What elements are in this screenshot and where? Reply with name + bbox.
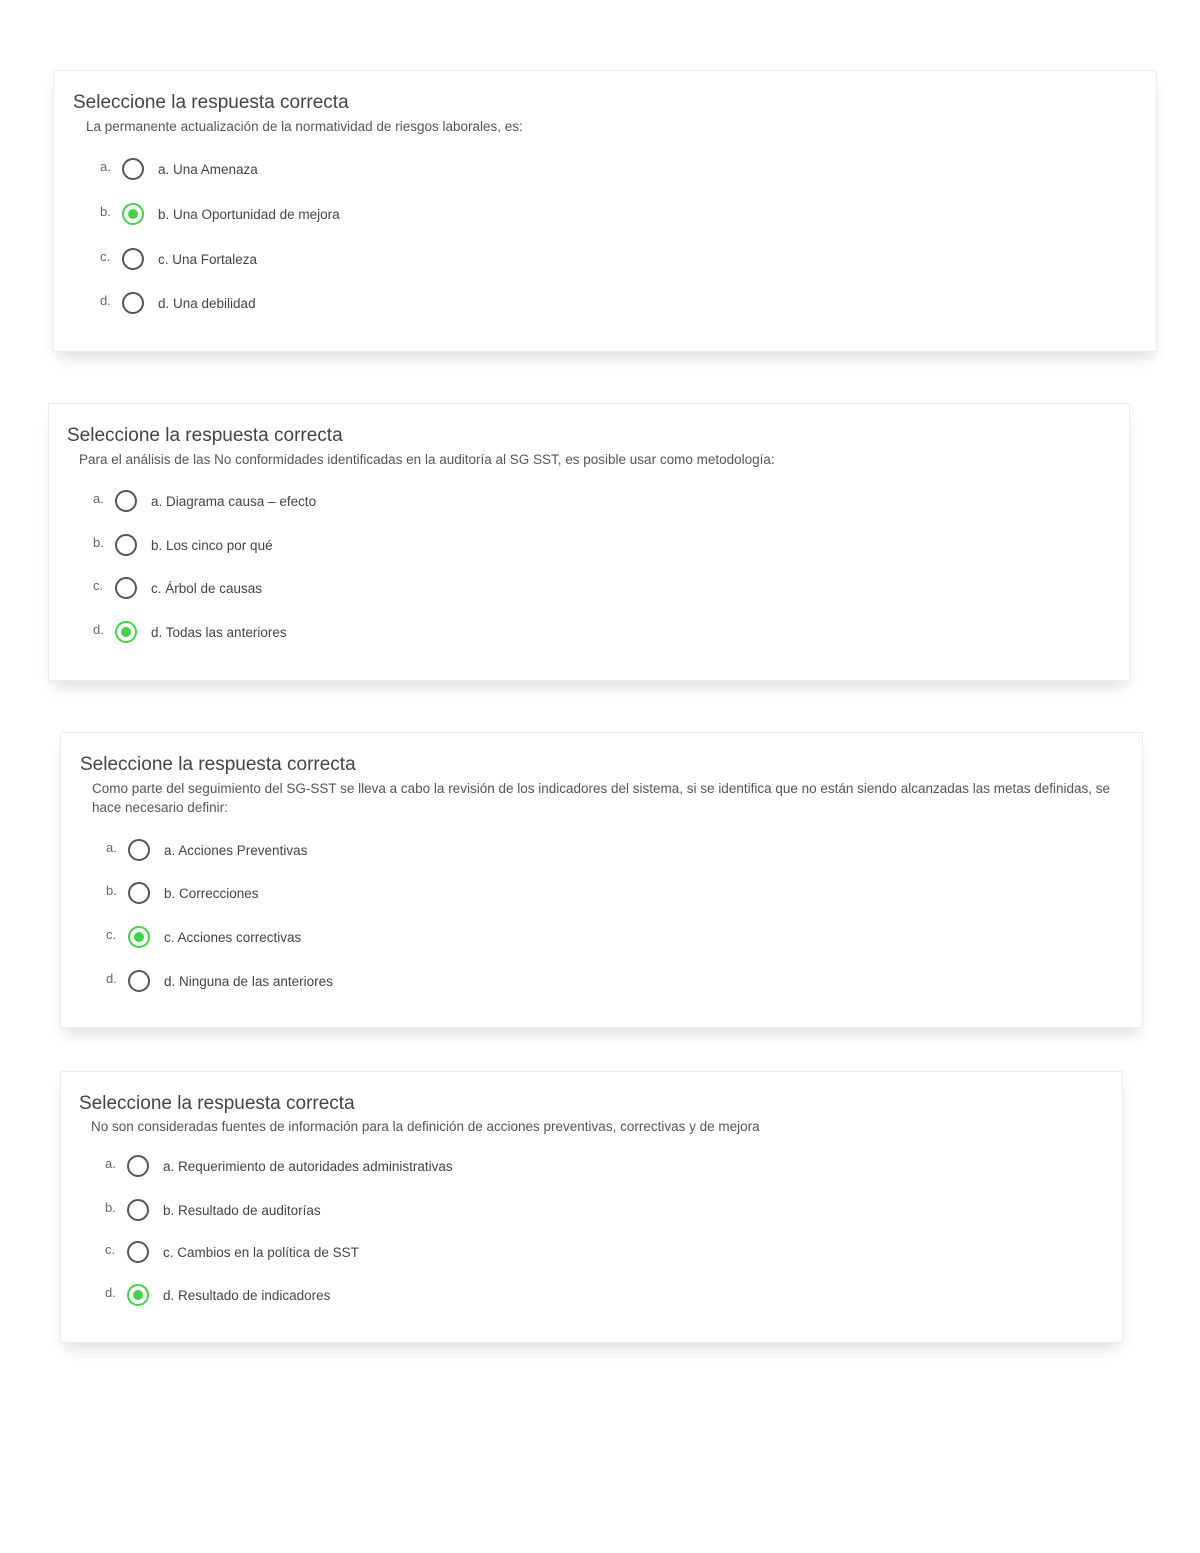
option-letter: b.	[100, 203, 111, 219]
radio-button[interactable]	[122, 158, 144, 180]
question-card-2	[48, 403, 1130, 681]
question-card-3	[60, 732, 1143, 1028]
option-letter: c.	[105, 1241, 116, 1257]
option-d[interactable]	[105, 1282, 330, 1308]
option-label: d. Todas las anteriores	[151, 624, 287, 640]
option-a[interactable]	[105, 1153, 453, 1179]
option-label: d. Ninguna de las anteriores	[164, 973, 333, 989]
radio-button[interactable]	[115, 621, 137, 643]
option-letter: a.	[105, 1155, 116, 1171]
question-title: Seleccione la respuesta correcta	[79, 1093, 355, 1114]
option-label: a. Acciones Preventivas	[164, 842, 308, 858]
radio-button[interactable]	[128, 970, 150, 992]
option-letter: c.	[106, 926, 117, 942]
option-label: c. Una Fortaleza	[158, 251, 258, 267]
option-letter: d.	[105, 1284, 116, 1300]
radio-button[interactable]	[115, 490, 137, 512]
option-c[interactable]	[100, 246, 257, 272]
option-b[interactable]	[106, 880, 259, 906]
option-letter: d.	[93, 621, 104, 637]
option-b[interactable]	[100, 201, 340, 227]
radio-button[interactable]	[115, 577, 137, 599]
option-letter: a.	[106, 839, 117, 855]
question-card-1	[53, 70, 1157, 352]
radio-button[interactable]	[122, 203, 144, 225]
option-label: b. Los cinco por qué	[151, 537, 273, 553]
radio-button[interactable]	[115, 534, 137, 556]
option-letter: b.	[93, 534, 104, 550]
radio-button[interactable]	[122, 248, 144, 270]
option-letter: b.	[106, 882, 117, 898]
option-a[interactable]	[93, 488, 316, 514]
option-b[interactable]	[105, 1197, 321, 1223]
radio-button[interactable]	[127, 1241, 149, 1263]
option-c[interactable]	[106, 924, 301, 950]
option-label: c. Acciones correctivas	[164, 929, 302, 945]
option-label: b. Correcciones	[164, 885, 259, 901]
question-card-4	[60, 1071, 1123, 1343]
option-letter: a.	[93, 490, 104, 506]
option-c[interactable]	[93, 575, 262, 601]
radio-button[interactable]	[127, 1199, 149, 1221]
option-a[interactable]	[100, 156, 258, 182]
question-text: La permanente actualización de la normatividad de riesgos laborales, es:	[86, 119, 523, 134]
option-d[interactable]	[93, 619, 287, 645]
option-letter: d.	[106, 970, 117, 986]
question-title: Seleccione la respuesta correcta	[73, 92, 349, 113]
option-label: c. Árbol de causas	[151, 580, 263, 596]
option-letter: c.	[100, 248, 111, 264]
radio-button[interactable]	[122, 292, 144, 314]
radio-dot-icon	[121, 627, 131, 637]
option-d[interactable]	[106, 968, 333, 994]
option-label: b. Resultado de auditorías	[163, 1202, 321, 1218]
option-b[interactable]	[93, 532, 273, 558]
option-label: d. Una debilidad	[158, 295, 256, 311]
question-text: Como parte del seguimiento del SG-SST se lleva a cabo la revisión de los indicadores del sistema, si se identifica que no están siendo alcanzadas las metas definidas, se hace necesario definir:	[92, 781, 1111, 815]
radio-button[interactable]	[127, 1155, 149, 1177]
option-label: d. Resultado de indicadores	[163, 1287, 331, 1303]
question-title: Seleccione la respuesta correcta	[80, 754, 356, 775]
radio-dot-icon	[128, 209, 138, 219]
option-label: c. Cambios en la política de SST	[163, 1244, 359, 1260]
option-label: a. Requerimiento de autoridades administrativas	[163, 1158, 453, 1174]
option-letter: b.	[105, 1199, 116, 1215]
question-text: Para el análisis de las No conformidades identificadas en la auditoría al SG SST, es posible usar como metodología:	[79, 452, 775, 467]
option-letter: d.	[100, 292, 111, 308]
option-label: a. Diagrama causa – efecto	[151, 493, 317, 509]
question-text: No son consideradas fuentes de información para la definición de acciones preventivas, correctivas y de mejora	[91, 1119, 760, 1134]
option-c[interactable]	[105, 1239, 359, 1265]
option-label: b. Una Oportunidad de mejora	[158, 206, 340, 222]
radio-dot-icon	[133, 1290, 143, 1300]
option-d[interactable]	[100, 290, 256, 316]
radio-dot-icon	[134, 932, 144, 942]
radio-button[interactable]	[128, 839, 150, 861]
option-letter: c.	[93, 577, 104, 593]
option-letter: a.	[100, 158, 111, 174]
radio-button[interactable]	[128, 926, 150, 948]
radio-button[interactable]	[127, 1284, 149, 1306]
option-label: a. Una Amenaza	[158, 161, 258, 177]
question-title: Seleccione la respuesta correcta	[67, 425, 343, 446]
option-a[interactable]	[106, 837, 307, 863]
radio-button[interactable]	[128, 882, 150, 904]
